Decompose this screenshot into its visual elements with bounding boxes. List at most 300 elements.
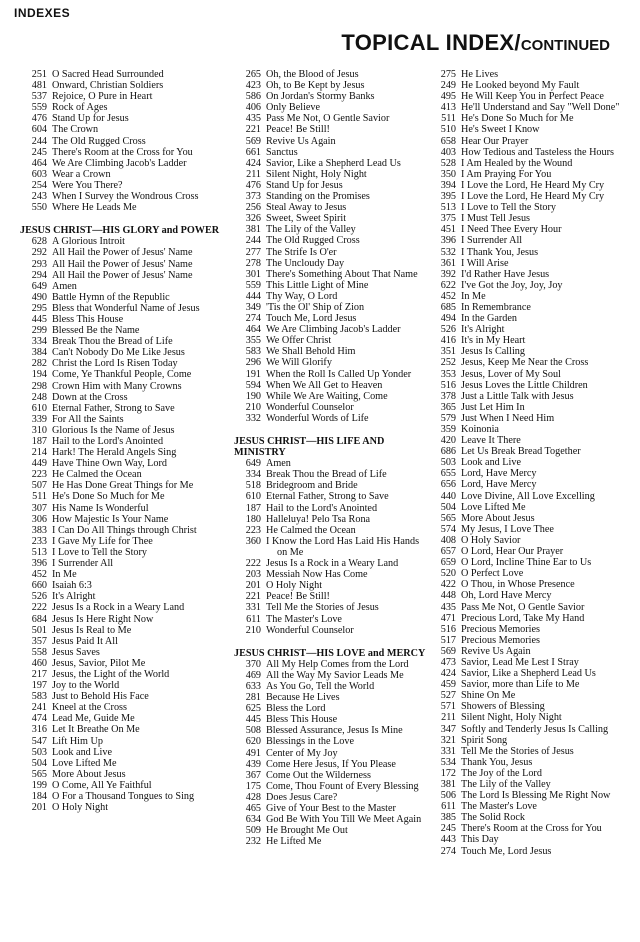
index-entry — [229, 213, 429, 224]
index-entry — [424, 679, 634, 690]
index-entry — [15, 669, 228, 680]
hymn-number: 611 — [246, 613, 261, 625]
hymn-number: 416 — [440, 335, 456, 347]
hymn-title: I'd Rather Have Jesus — [461, 268, 550, 280]
index-entry — [15, 647, 228, 658]
hymn-title: Bridegroom and Bride — [266, 480, 358, 492]
hymn-number: 194 — [31, 369, 47, 381]
hymn-title: He Lives — [461, 69, 499, 80]
hymn-number: 295 — [31, 302, 47, 314]
hymn-title: Only Believe — [266, 102, 321, 114]
index-entry — [229, 491, 429, 502]
hymn-title: The Master's Love — [266, 613, 342, 625]
hymn-title: Touch Me, Lord Jesus — [266, 313, 357, 325]
hymn-number: 504 — [440, 501, 456, 513]
hymn-number: 392 — [440, 268, 456, 280]
index-entry — [15, 124, 228, 135]
hymn-title: Come Out the Wilderness — [266, 769, 371, 781]
hymn-number: 501 — [31, 624, 47, 636]
hymn-number: 187 — [31, 436, 47, 447]
index-entry — [424, 546, 634, 557]
index-entry — [15, 491, 228, 502]
index-entry — [229, 736, 429, 747]
index-entry — [229, 302, 429, 313]
hymn-number: 460 — [31, 657, 47, 669]
hymn-title: Precious Lord, Take My Hand — [461, 612, 585, 624]
index-entry — [229, 536, 429, 558]
index-entry — [15, 480, 228, 491]
hymn-number: 383 — [31, 524, 47, 536]
hymn-number: 292 — [31, 247, 47, 259]
index-entry — [229, 258, 429, 269]
index-entry — [15, 436, 228, 447]
hymn-title: There's Room at the Cross for You — [461, 823, 602, 835]
hymn-number: 506 — [440, 790, 456, 802]
hymn-number: 686 — [440, 446, 456, 458]
hymn-title: Bless that Wonderful Name of Jesus — [52, 302, 200, 314]
hymn-number: 507 — [31, 480, 47, 492]
index-entry — [229, 614, 429, 625]
hymn-title: Jesus, Keep Me Near the Cross — [461, 357, 589, 369]
hymn-number: 445 — [31, 313, 47, 325]
hymn-number: 474 — [31, 713, 47, 725]
hymn-title: The Lily of the Valley — [266, 224, 356, 236]
hymn-number: 473 — [440, 656, 456, 668]
hymn-number: 331 — [245, 602, 261, 614]
hymn-title: Rock of Ages — [52, 102, 108, 114]
index-entry — [15, 381, 228, 392]
hymn-title: Oh, the Blood of Jesus — [266, 69, 359, 80]
index-entry — [15, 259, 228, 270]
hymn-title: More About Jesus — [461, 512, 535, 524]
hymn-title: O Holy Savior — [461, 534, 521, 546]
section-heading: JESUS CHRIST—HIS LIFE AND MINISTRY — [234, 436, 385, 459]
index-entry — [15, 780, 228, 791]
hymn-title: Hark! The Herald Angels Sing — [52, 447, 177, 459]
index-entry — [15, 514, 228, 525]
index-entry — [424, 413, 634, 424]
hymn-number: 232 — [245, 836, 261, 848]
hymn-title: For All the Saints — [52, 413, 124, 425]
hymn-number: 476 — [245, 179, 261, 191]
index-entry — [229, 591, 429, 602]
hymn-title: Lead Me, Guide Me — [52, 713, 135, 725]
index-entry — [15, 158, 228, 169]
hymn-number: 293 — [31, 258, 47, 270]
hymn-title: Stand Up for Jesus — [52, 113, 129, 125]
index-entry — [424, 191, 634, 202]
hymn-title: How Majestic Is Your Name — [52, 513, 169, 525]
hymn-number: 222 — [31, 602, 47, 614]
index-column-3 — [424, 69, 634, 857]
index-entry — [15, 713, 228, 724]
hymn-title: Lord, Have Mercy — [461, 468, 537, 480]
hymn-number: 527 — [440, 690, 456, 702]
index-entry — [424, 247, 634, 258]
hymn-title: In Me — [461, 290, 486, 302]
hymn-number: 378 — [440, 390, 456, 402]
hymn-title: O For a Thousand Tongues to Sing — [52, 791, 195, 802]
hymn-title: Just to Behold His Face — [52, 691, 149, 703]
index-entry — [15, 347, 228, 358]
index-entry — [424, 291, 634, 302]
hymn-number: 517 — [440, 634, 456, 646]
running-head: INDEXES — [14, 6, 71, 20]
hymn-number: 443 — [440, 834, 456, 846]
hymn-number: 334 — [245, 469, 261, 481]
index-entry — [229, 792, 429, 803]
hymn-number: 660 — [31, 580, 47, 592]
hymn-title: Standing on the Promises — [266, 191, 370, 203]
index-entry — [15, 458, 228, 469]
hymn-title: I Am Healed by the Wound — [461, 157, 573, 169]
hymn-number: 565 — [31, 768, 47, 780]
hymn-title: Hear Our Prayer — [461, 135, 529, 147]
hymn-number: 375 — [440, 213, 456, 225]
hymn-number: 244 — [31, 135, 47, 147]
index-entry — [15, 525, 228, 536]
hymn-title: He Has Done Great Things for Me — [52, 480, 194, 492]
index-entry — [15, 591, 228, 602]
index-entry — [424, 735, 634, 746]
hymn-number: 534 — [440, 756, 456, 768]
hymn-title: It's Alright — [52, 591, 96, 603]
index-entry — [424, 91, 634, 102]
hymn-number: 334 — [31, 336, 47, 348]
hymn-number: 559 — [245, 279, 261, 291]
hymn-title: Jesus Saves — [52, 646, 100, 658]
index-entry — [424, 701, 634, 712]
hymn-title: Thank You, Jesus — [461, 756, 533, 768]
hymn-title: Amen — [266, 458, 291, 470]
hymn-number: 321 — [440, 734, 456, 746]
hymn-title: Halleluya! Pelo Tsa Rona — [266, 513, 371, 525]
hymn-title: All the Way My Savior Leads Me — [266, 669, 404, 681]
index-entry — [424, 491, 634, 502]
hymn-title: The Uncloudy Day — [266, 257, 345, 269]
hymn-title: Precious Memories — [461, 623, 540, 635]
hymn-number: 516 — [440, 623, 456, 635]
hymn-number: 413 — [440, 102, 456, 114]
index-entry — [424, 568, 634, 579]
hymn-title: We Are Climbing Jacob's Ladder — [266, 324, 401, 336]
hymn-number: 316 — [31, 724, 47, 736]
index-entry — [424, 102, 634, 113]
hymn-number: 559 — [31, 102, 47, 114]
hymn-title: This Little Light of Mine — [266, 279, 369, 291]
hymn-number: 385 — [440, 812, 456, 824]
hymn-title: Steal Away to Jesus — [266, 202, 347, 214]
index-entry — [229, 836, 429, 847]
hymn-number: 217 — [31, 668, 47, 680]
index-entry — [229, 380, 429, 391]
hymn-title: He's Done So Much for Me — [52, 491, 165, 503]
hymn-title: Glorious Is the Name of Jesus — [52, 424, 175, 436]
hymn-number: 277 — [245, 246, 261, 258]
index-entry — [229, 91, 429, 102]
hymn-number: 299 — [31, 325, 47, 337]
hymn-number: 494 — [440, 313, 456, 325]
index-entry — [15, 191, 228, 202]
hymn-title: He's Done So Much for Me — [461, 113, 574, 125]
hymn-title: Tell Me the Stories of Jesus — [266, 602, 379, 614]
index-entry — [424, 502, 634, 513]
hymn-number: 248 — [31, 391, 47, 403]
hymn-number: 214 — [31, 447, 47, 459]
index-entry — [229, 402, 429, 413]
index-entry — [229, 147, 429, 158]
hymn-number: 565 — [440, 512, 456, 524]
hymn-number: 294 — [31, 269, 47, 281]
index-entry — [229, 313, 429, 324]
hymn-title: Silent Night, Holy Night — [266, 168, 367, 180]
index-entry — [229, 759, 429, 770]
hymn-title: He Calmed the Ocean — [52, 469, 142, 481]
hymn-number: 569 — [440, 645, 456, 657]
index-entry — [424, 158, 634, 169]
index-entry — [229, 169, 429, 180]
hymn-title: We Will Glorify — [266, 357, 332, 369]
hymn-number: 360 — [245, 535, 261, 547]
hymn-title: Wear a Crown — [52, 168, 111, 180]
index-entry — [424, 446, 634, 457]
index-entry — [229, 113, 429, 124]
index-entry — [229, 224, 429, 235]
section-heading: JESUS CHRIST—HIS GLORY and POWER — [20, 225, 220, 237]
hymn-title: My Jesus, I Love Thee — [461, 523, 554, 535]
index-entry — [229, 124, 429, 135]
hymn-title: Jesus Is Calling — [461, 346, 525, 358]
hymn-number: 661 — [245, 146, 261, 158]
hymn-number: 537 — [31, 91, 47, 103]
index-entry — [424, 834, 634, 845]
hymn-number: 684 — [31, 613, 47, 625]
hymn-title: I Love to Tell the Story — [52, 546, 148, 558]
index-entry — [15, 447, 228, 458]
index-entry — [229, 158, 429, 169]
hymn-title: Have Thine Own Way, Lord — [52, 458, 167, 470]
index-entry — [15, 392, 228, 403]
hymn-title: Softly and Tenderly Jesus Is Calling — [461, 723, 609, 735]
hymn-number: 275 — [440, 69, 456, 80]
hymn-title: Showers of Blessing — [461, 701, 545, 713]
hymn-title: The Lord Is Blessing Me Right Now — [461, 790, 611, 802]
hymn-number: 464 — [31, 157, 47, 169]
hymn-number: 444 — [245, 290, 261, 302]
hymn-title: Blessings in the Love — [266, 736, 355, 748]
hymn-number: 469 — [245, 669, 261, 681]
hymn-number: 685 — [440, 301, 456, 313]
index-entry — [229, 357, 429, 368]
hymn-title: Love Lifted Me — [52, 757, 117, 769]
hymn-number: 365 — [440, 401, 456, 413]
index-entry — [229, 102, 429, 113]
hymn-number: 265 — [245, 69, 261, 80]
index-entry — [424, 335, 634, 346]
hymn-number: 197 — [31, 680, 47, 692]
hymn-number: 603 — [31, 168, 47, 180]
hymn-number: 252 — [440, 357, 456, 369]
index-entry — [15, 580, 228, 591]
hymn-title: I've Got the Joy, Joy, Joy — [461, 279, 563, 291]
index-entry — [15, 536, 228, 547]
hymn-title: Bless This House — [266, 714, 338, 726]
hymn-number: 245 — [440, 823, 456, 835]
hymn-number: 332 — [245, 412, 261, 424]
index-entry — [229, 703, 429, 714]
page-title — [341, 30, 610, 56]
index-entry — [15, 680, 228, 691]
hymn-title: Jesus Is Here Right Now — [52, 613, 154, 625]
hymn-number: 244 — [245, 235, 261, 247]
index-entry — [15, 636, 228, 647]
hymn-number: 210 — [245, 624, 261, 636]
hymn-title: Blessed Assurance, Jesus Is Mine — [266, 725, 403, 737]
hymn-title: Just a Little Talk with Jesus — [461, 390, 574, 402]
hymn-number: 211 — [441, 712, 456, 724]
index-column-1 — [15, 69, 228, 813]
index-entry — [424, 424, 634, 435]
hymn-title: The Crown — [52, 124, 99, 136]
index-entry — [424, 624, 634, 635]
hymn-title: Kneel at the Cross — [52, 702, 127, 714]
index-entry — [229, 291, 429, 302]
hymn-title: Revive Us Again — [461, 645, 531, 657]
hymn-number: 395 — [440, 191, 456, 203]
hymn-number: 471 — [440, 612, 456, 624]
hymn-number: 353 — [440, 368, 456, 380]
hymn-number: 278 — [245, 257, 261, 269]
hymn-number: 526 — [440, 324, 456, 336]
hymn-number: 518 — [245, 480, 261, 492]
hymn-title: Lift Him Up — [52, 735, 103, 747]
index-entry — [424, 202, 634, 213]
hymn-number: 307 — [31, 502, 47, 514]
hymn-title: Jesus, the Light of the World — [52, 668, 170, 680]
hymn-title: Battle Hymn of the Republic — [52, 291, 170, 303]
hymn-title: Shine On Me — [461, 690, 516, 702]
hymn-title: Crown Him with Many Crowns — [52, 380, 182, 392]
hymn-number: 306 — [31, 513, 47, 525]
hymn-title: I Know the Lord Has Laid His Hands on Me — [266, 535, 420, 558]
index-entry — [15, 314, 228, 325]
index-entry — [229, 369, 429, 380]
hymn-number: 351 — [440, 346, 456, 358]
index-entry — [424, 280, 634, 291]
hymn-title: There's Room at the Cross for You — [52, 146, 193, 158]
hymn-title: Lord, Have Mercy — [461, 479, 537, 491]
index-entry — [424, 690, 634, 701]
hymn-number: 503 — [440, 457, 456, 469]
hymn-title: He Will Keep You in Perfect Peace — [461, 91, 604, 103]
hymn-number: 221 — [245, 591, 261, 603]
hymn-title: The Old Rugged Cross — [52, 135, 146, 147]
hymn-title: In Me — [52, 569, 77, 581]
index-entry — [229, 335, 429, 346]
index-entry — [15, 91, 228, 102]
hymn-number: 361 — [440, 257, 456, 269]
hymn-title: Come, Thou Fount of Every Blessing — [266, 780, 419, 792]
hymn-number: 620 — [245, 736, 261, 748]
hymn-title: Break Thou the Bread of Life — [266, 469, 387, 481]
hymn-title: Isaiah 6:3 — [52, 580, 92, 592]
hymn-title: In Remembrance — [461, 301, 531, 313]
hymn-title: Sanctus — [266, 146, 298, 158]
hymn-number: 199 — [31, 779, 47, 791]
index-entry — [424, 602, 634, 613]
hymn-title: Come Here Jesus, If You Please — [266, 758, 396, 770]
hymn-title: All Hail the Power of Jesus' Name — [52, 258, 193, 270]
hymn-number: 241 — [31, 702, 47, 714]
index-entry — [424, 524, 634, 535]
index-entry — [15, 180, 228, 191]
hymn-number: 503 — [31, 746, 47, 758]
index-entry — [424, 823, 634, 834]
hymn-title: Silent Night, Holy Night — [461, 712, 562, 724]
hymn-number: 449 — [31, 458, 47, 470]
hymn-title: Hail to the Lord's Anointed — [266, 502, 378, 514]
hymn-number: 403 — [440, 146, 456, 158]
hymn-title: I Will Arise — [461, 257, 509, 269]
hymn-number: 657 — [440, 546, 456, 558]
index-entry — [15, 336, 228, 347]
hymn-title: O Thou, in Whose Presence — [461, 579, 575, 591]
index-entry — [424, 457, 634, 468]
hymn-title: Tell Me the Stories of Jesus — [461, 745, 574, 757]
index-entry — [229, 136, 429, 147]
hymn-number: 359 — [440, 424, 456, 435]
hymn-number: 574 — [440, 523, 456, 535]
hymn-title: Stand Up for Jesus — [266, 179, 343, 191]
index-entry — [424, 757, 634, 768]
hymn-title: Down at the Cross — [52, 391, 128, 403]
index-entry — [424, 69, 634, 80]
hymn-number: 347 — [440, 723, 456, 735]
hymn-title: I Must Tell Jesus — [461, 213, 530, 225]
index-entry — [229, 580, 429, 591]
index-entry — [424, 646, 634, 657]
index-entry — [15, 625, 228, 636]
index-entry — [424, 768, 634, 779]
index-entry — [424, 657, 634, 668]
hymn-number: 547 — [31, 735, 47, 747]
hymn-number: 510 — [440, 124, 456, 136]
hymn-title: As You Go, Tell the World — [266, 680, 375, 692]
hymn-title: Spirit Song — [461, 734, 508, 746]
hymn-number: 310 — [31, 424, 47, 436]
hymn-title: Oh, to Be Kept by Jesus — [266, 80, 365, 92]
hymn-title: The Master's Love — [461, 801, 537, 813]
index-entry — [424, 213, 634, 224]
hymn-number: 223 — [245, 524, 261, 536]
hymn-title: Jesus, Lover of My Soul — [461, 368, 561, 380]
index-entry — [424, 180, 634, 191]
hymn-number: 451 — [440, 224, 456, 236]
hymn-number: 452 — [440, 290, 456, 302]
hymn-number: 175 — [245, 780, 261, 792]
hymn-title: In the Garden — [461, 313, 518, 325]
index-entry — [229, 280, 429, 291]
index-entry — [15, 202, 228, 213]
hymn-number: 610 — [245, 491, 261, 503]
hymn-title: O Come, All Ye Faithful — [52, 779, 152, 791]
index-entry — [15, 469, 228, 480]
hymn-title: It's in My Heart — [461, 335, 526, 347]
hymn-number: 465 — [245, 803, 261, 814]
hymn-title: There's Something About That Name — [266, 268, 418, 280]
index-entry — [424, 468, 634, 479]
hymn-title: Christ the Lord Is Risen Today — [52, 358, 178, 370]
